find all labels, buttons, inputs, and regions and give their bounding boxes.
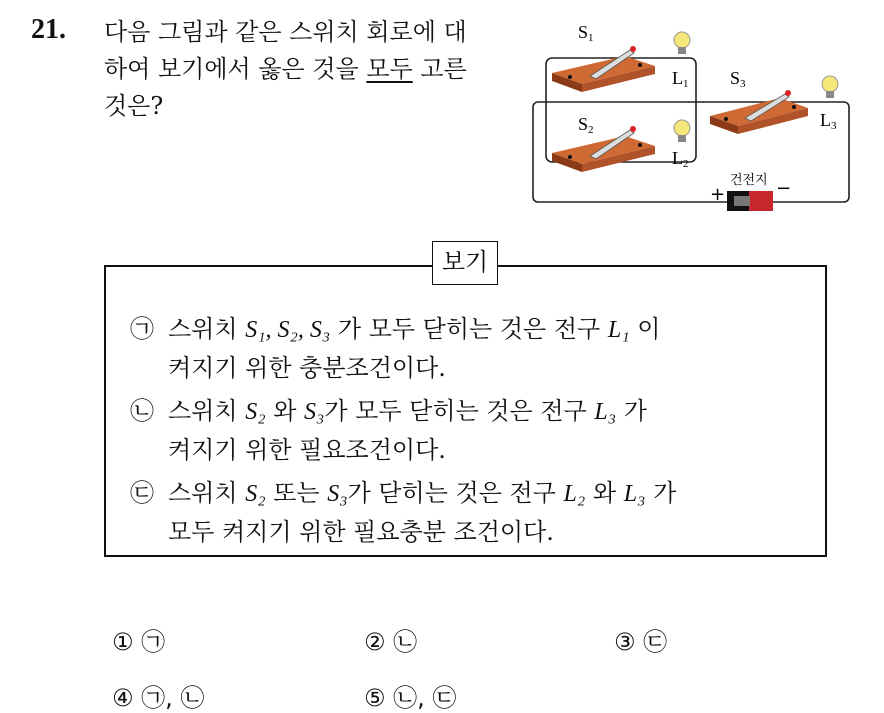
item-math: S₂ (245, 399, 266, 425)
bulb-l1 (674, 32, 690, 54)
item-text: 스위치 (168, 397, 238, 425)
label-s1: S1 (578, 22, 594, 44)
item-text: 이 (637, 315, 661, 343)
label-l2: L2 (672, 148, 689, 170)
item-continuation: 모두 켜지기 위한 필요충분 조건이다. (168, 518, 554, 546)
label-battery: 건전지 (730, 173, 768, 188)
item-continuation: 켜지기 위한 필요조건이다. (168, 436, 446, 464)
circuit-diagram (530, 18, 855, 212)
item-math: S₃ (327, 481, 348, 507)
example-item-3 (130, 474, 676, 551)
switch-s2 (552, 126, 655, 172)
item-text: 가 모두 닫히는 것은 전구 (337, 315, 601, 343)
choice-1[interactable]: ① ㉠ (112, 628, 166, 656)
item-math: L₁ (607, 317, 630, 343)
item-math: S₂ (245, 481, 266, 507)
battery (727, 191, 773, 211)
label-l1: L1 (672, 68, 689, 90)
label-plus: + (710, 184, 726, 205)
stem-underlined: 모두 (366, 55, 413, 83)
choice-5[interactable]: ⑤ ㉡, ㉢ (364, 684, 457, 712)
item-marker: ㉡ (130, 397, 154, 425)
label-s2: S2 (578, 114, 594, 136)
item-text: 가 모두 닫히는 것은 전구 (324, 397, 587, 425)
stem-mid: 옳은 것을 (258, 55, 359, 83)
item-marker: ㉢ (130, 479, 154, 507)
bulb-l2 (674, 120, 690, 142)
question-number: 21. (31, 14, 66, 45)
item-math: L₂ (563, 481, 586, 507)
item-text: 가 닫히는 것은 전구 (347, 479, 556, 507)
stem-line-2-start: 하여 보기에서 (104, 55, 251, 83)
item-math: L₃ (623, 481, 646, 507)
label-l3: L3 (820, 110, 837, 132)
stem-line-3: 것은? (104, 92, 164, 120)
example-box-title: 보기 (432, 241, 498, 285)
item-text: 가 (653, 479, 677, 507)
item-text: 스위치 (168, 315, 238, 343)
stem-line-1: 다음 그림과 같은 스위치 회로에 대 (104, 18, 467, 46)
item-text: 스위치 (168, 479, 238, 507)
item-text: 와 (273, 397, 297, 425)
example-item-2 (130, 392, 647, 469)
item-text: 와 (592, 479, 617, 507)
choice-2[interactable]: ② ㉡ (364, 628, 418, 656)
choice-3[interactable]: ③ ㉢ (614, 628, 668, 656)
item-continuation: 켜지기 위한 충분조건이다. (168, 354, 446, 382)
question-stem (104, 14, 514, 125)
switch-s1 (552, 46, 655, 92)
bulb-l3 (822, 76, 838, 98)
label-minus: − (776, 178, 792, 199)
choice-4[interactable]: ④ ㉠, ㉡ (112, 684, 205, 712)
stem-line-2 (104, 51, 514, 88)
item-marker: ㉠ (130, 315, 154, 343)
item-math: S₃ (304, 399, 325, 425)
label-s3: S3 (730, 68, 746, 90)
item-text: 또는 (273, 479, 320, 507)
item-math: L₃ (594, 399, 617, 425)
stem-tail: 고른 (420, 55, 467, 83)
example-item-1 (130, 310, 660, 387)
item-text: 가 (623, 397, 647, 425)
switch-s3 (710, 90, 808, 134)
item-math: S₁, S₂, S₃ (245, 317, 331, 343)
